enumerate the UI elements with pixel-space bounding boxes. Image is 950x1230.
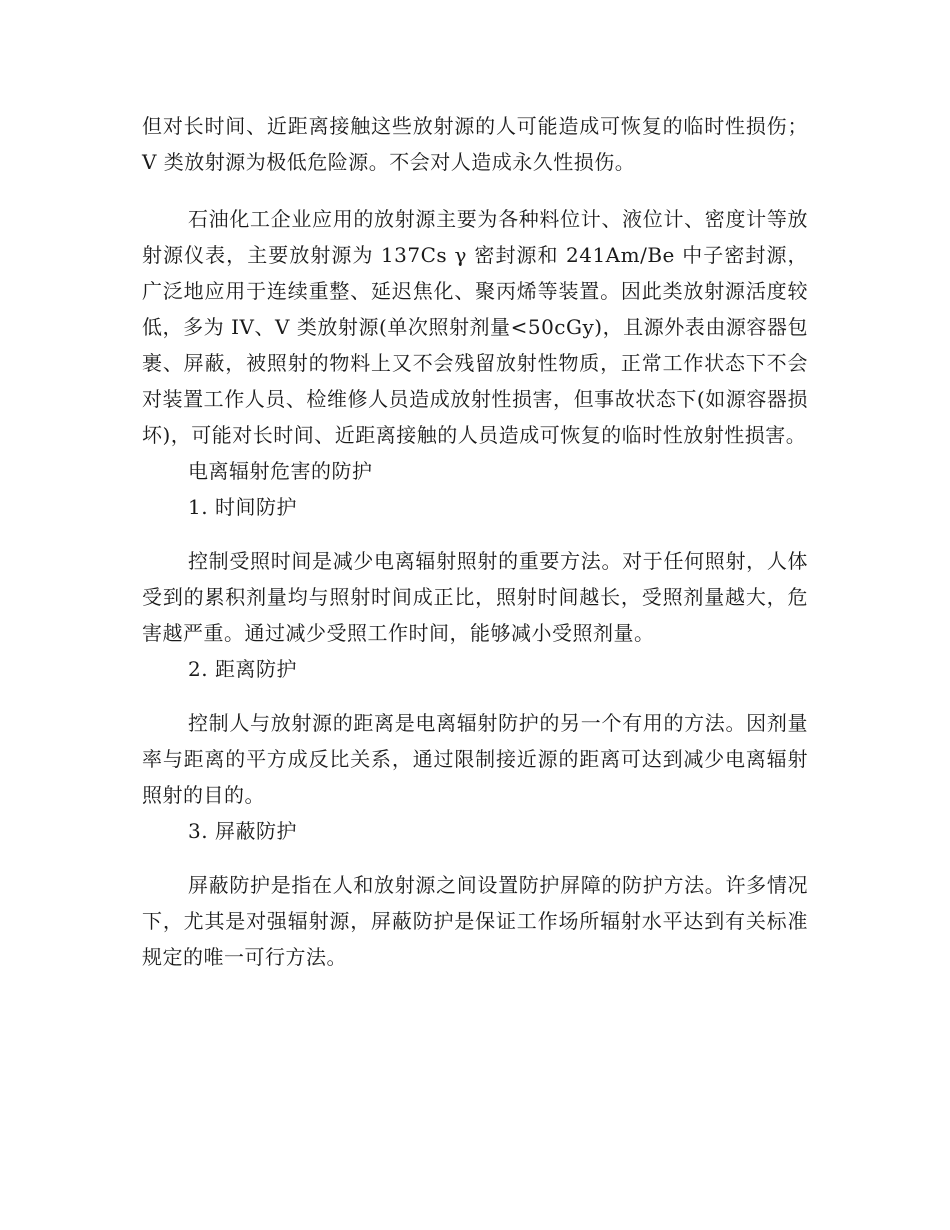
paragraph-time-protection: 控制受照时间是减少电离辐射照射的重要方法。对于任何照射，人体受到的累积剂量均与照射时间成正比，照射时间越长，受照剂量越大，危害越严重。通过减少受照工作时间，能够减小受照剂量。 [142, 549, 808, 645]
paragraph-source-classification: 但对长时间、近距离接触这些放射源的人可能造成可恢复的临时性损伤；V 类放射源为极低危险源。不会对人造成永久性损伤。 [142, 114, 808, 174]
paragraph-shielding-protection: 屏蔽防护是指在人和放射源之间设置防护屏障的防护方法。许多情况下，尤其是对强辐射源，屏蔽防护是保证工作场所辐射水平达到有关标准规定的唯一可行方法。 [142, 873, 808, 969]
section-heading-protection: 电离辐射危害的防护 [188, 459, 373, 483]
subheading-shielding-protection: 3. 屏蔽防护 [188, 819, 297, 843]
subheading-time-protection: 1. 时间防护 [188, 495, 297, 519]
paragraph-distance-protection: 控制人与放射源的距离是电离辐射防护的另一个有用的方法。因剂量率与距离的平方成反比关系，通过限制接近源的距离可达到减少电离辐射照射的目的。 [142, 711, 808, 807]
paragraph-petrochemical-sources: 石油化工企业应用的放射源主要为各种料位计、液位计、密度计等放射源仪表，主要放射源为 137Cs γ 密封源和 241Am/Be 中子密封源，广泛地应用于连续重整、延迟焦化、聚丙烯等装置。因此类放射源活度较低，多为 IV、V 类放射源(单次照射剂量<50cGy)，且源外表由源容器包裹、屏蔽，被照射的物料上又不会残留放射性物质，正常工作状态下不会对装置工作人员、检维修人员造成放射性损害，但事故状态下(如源容器损坏)，可能对长时间、近距离接触的人员造成可恢复的临时性放射性损害。 [142, 207, 808, 447]
document-body [142, 108, 808, 975]
subheading-distance-protection: 2. 距离防护 [188, 657, 297, 681]
